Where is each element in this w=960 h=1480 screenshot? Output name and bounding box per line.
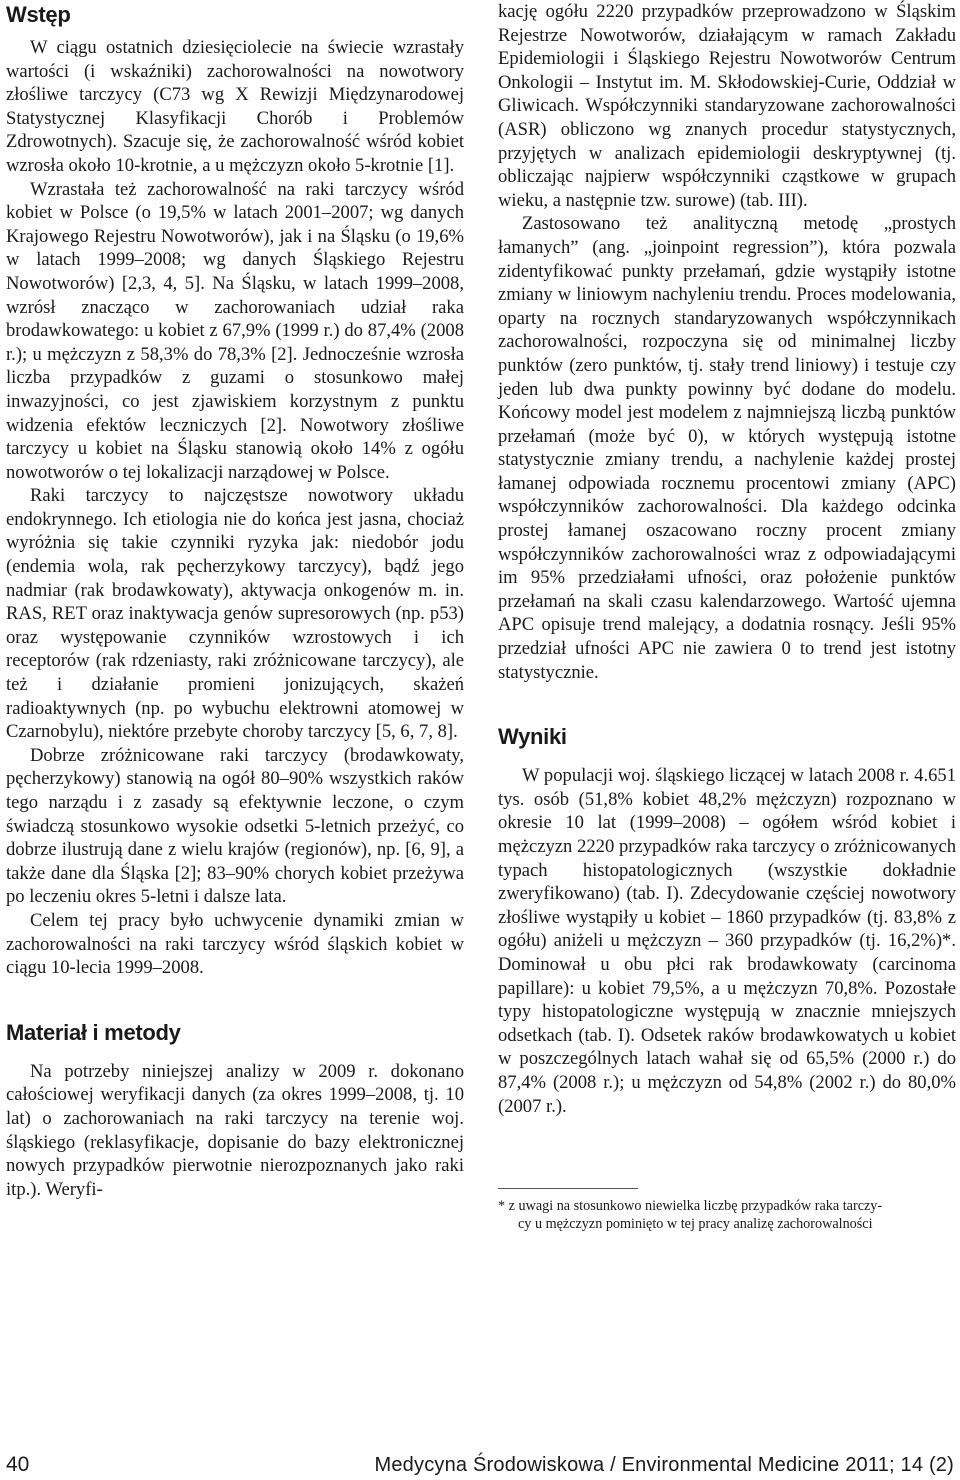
paragraph-methods-continued: kację ogółu 2220 przypadków przeprowadzono w Śląskim Rejestrze Nowotworów, działającym w ramach Zakładu Epidemiologii i Śląskiego Rejestru Nowotworów Centrum Onkologii – Instytut im. M. Skłodowskiej-Curie, Oddział w Gliwicach. Współczynniki standaryzowane zachorowalności (ASR) obliczono wg znanych procedur statystycznych, przyjętych w analizach epidemiologii deskryptywnej (tj. obliczając najpierw współczynniki cząstkowe w grupach wieku, a następnie tzw. surowe) (tab. III). — [498, 1, 956, 211]
paragraph-methods: Na potrzeby niniejszej analizy w 2009 r. dokonano całościowej weryfikacji danych (za okres 1999–2008, tj. 10 lat) o zachorowaniach na raki tarczycy na terenie woj. śląskiego (reklasyfikacje, dopisanie do bazy elektronicznej nowych przypadków pierwotnie nierozpoznanych jako raki itp.). Weryfi- — [6, 1060, 464, 1200]
footnote — [498, 1197, 956, 1233]
paragraph-results: W populacji woj. śląskiego liczącej w latach 2008 r. 4.651 tys. osób (51,8% kobiet 48,2% mężczyzn) rozpoznano w okresie 10 lat (1999–2008) – ogółem wśród kobiet i mężczyzn 2220 przypadków raka tarczycy o zróżnicowanych typach histopatologicznych (wszystkie dokładnie zweryfikowano) (tab. I). Zdecydowanie częściej nowotwory złośliwe wystąpiły u kobiet – 1860 przypadków (tj. 83,8% z ogółu) aniżeli u mężczyzn – 360 przypadków (tj. 16,2%)*. Dominował u obu płci rak brodawkowaty (carcinoma papillare): u kobiet 79,5%, a u mężczyzn 70,8%. Pozostałe typy histopatologiczne występują w znacznie mniejszych odsetkach (tab. I). Odsetek raków brodawkowatych u kobiet w poszczególnych latach wahał się od 65,5% (2000 r.) do 87,4% (2008 r.); u mężczyzn od 54,8% (2002 r.) do 80,0% (2007 r.). — [498, 765, 956, 1117]
section-heading-results: Wyniki — [498, 724, 567, 750]
section-heading-intro: Wstęp — [6, 2, 71, 27]
right-column — [498, 0, 956, 1233]
left-column — [6, 0, 464, 1201]
section-heading-methods: Materiał i metody — [6, 1019, 181, 1045]
footnote-line-2: cy u mężczyzn pominięto w tej pracy analizę zachorowalności — [518, 1216, 873, 1233]
footnote-line-1: * z uwagi na stosunkowo niewielka liczbę przypadków raka tarczy- — [498, 1198, 883, 1215]
paragraph-intro-2: Wzrastała też zachorowalność na raki tarczycy wśród kobiet w Polsce (o 19,5% w latach 2001–2007; wg danych Krajowego Rejestru Nowotworów), jak i na Śląsku (o 19,6% w latach 1999–2008; wg danych Śląskiego Rejestru Nowotworów) [2,3, 4, 5]. Na Śląsku, w latach 1999–2008, wzrósł znacząco w zachorowaniach udział raka brodawkowatego: u kobiet z 67,9% (1999 r.) do 87,4% (2008 r.); u mężczyzn z 58,3% do 78,3% [2]. Jednocześnie wzrosła liczba przypadków z guzami o stosunkowo małej inwazyjności, co jest zjawiskiem korzystnym z punktu widzenia efektów leczniczych [2]. Nowotwory złośliwe tarczycy u kobiet na Śląsku stanowią około 14% z ogółu nowotworów o tej lokalizacji narządowej w Polsce. — [6, 178, 464, 483]
journal-citation: Medycyna Środowiskowa / Environmental Medicine 2011; 14 (2) — [374, 1454, 954, 1476]
paragraph-joinpoint: Zastosowano też analityczną metodę „prostych łamanych” (ang. „joinpoint regression”), która pozwala zidentyfikować punkty przełamań, gdzie wystąpiły istotne zmiany w liniowym nachyleniu trendu. Proces modelowania, oparty na rocznych standaryzowanych współczynnikach zachorowalności, rozpoczyna się od minimalnej liczby punktów (zero punktów, tj. stały trend liniowy) i testuje czy jeden lub dwa punkty powinny być dodane do modelu. Końcowy model jest modelem z najmniejszą liczbą punktów przełamań (może być 0), w których występują istotne statystycznie zmiany trendu, a nachylenie każdej prostej łamanej odpowiada rocznemu procentowi zmiany (APC) współczynników zachorowalności. Dla każdego odcinka prostej łamanej oszacowano roczny procent zmiany współczynników zachorowalności wraz z odpowiadającymi im 95% przedziałami ufności, oraz położenie punktów przełamań na skali czasu kalendarzowego. Wartość ujemna APC opisuje trend malejący, a dodatnia rosnący. Jeśli 95% przedział ufności APC nie zawiera 0 to trend jest istotny statystycznie. — [498, 213, 956, 683]
paragraph-intro-5: Celem tej pracy było uchwycenie dynamiki zmian w zachorowalności na raki tarczycy wśród śląskich kobiet w ciągu 10-lecia 1999–2008. — [6, 909, 464, 979]
paragraph-intro-3: Raki tarczycy to najczęstsze nowotwory układu endokrynnego. Ich etiologia nie do końca jest jasna, chociaż wyróżnia się takie czynniki ryzyka jak: niedobór jodu (endemia wola, rak pęcherzykowy tarczycy), bądź jego nadmiar (rak brodawkowaty), aktywacja onkogenów m. in. RAS, RET oraz inaktywacja genów supresorowych (np. p53) oraz występowanie czynników wzrostowych i ich receptorów (rak rdzeniasty, raki zróżnicowane tarczycy), ale też i działanie promieni jonizujących, skażeń radioaktywnych (np. po wybuchu elektrowni atomowej w Czarnobylu), niektóre przebyte choroby tarczycy [5, 6, 7, 8]. — [6, 485, 464, 743]
page-number: 40 — [6, 1453, 30, 1476]
paragraph-intro-1: W ciągu ostatnich dziesięciolecie na świecie wzrastały wartości (i wskaźniki) zachorowalności na nowotwory złośliwe tarczycy (C73 wg X Rewizji Międzynarodowej Statystycznej Klasyfikacji Chorób i Problemów Zdrowotnych). Szacuje się, że zachorowalność wśród kobiet wzrosła około 10-krotnie, a u mężczyzn około 5-krotnie [1]. — [6, 37, 464, 176]
page-footer — [0, 1452, 960, 1480]
paragraph-intro-4: Dobrze zróżnicowane raki tarczycy (brodawkowaty, pęcherzykowy) stanowią na ogół 80–90% wszystkich raków tego narządu i z zasady są efektywnie leczone, o czym świadczą stosunkowo wysokie odsetki 5-letnich przeżyć, co dobrze ilustrują dane z wielu krajów (regionów), np. [6, 9], a także dane dla Śląska [2]; 83–90% chorych kobiet przeżywa po leczeniu okres 5-letni i dalsze lata. — [6, 744, 464, 908]
footnote-separator — [498, 1188, 638, 1189]
